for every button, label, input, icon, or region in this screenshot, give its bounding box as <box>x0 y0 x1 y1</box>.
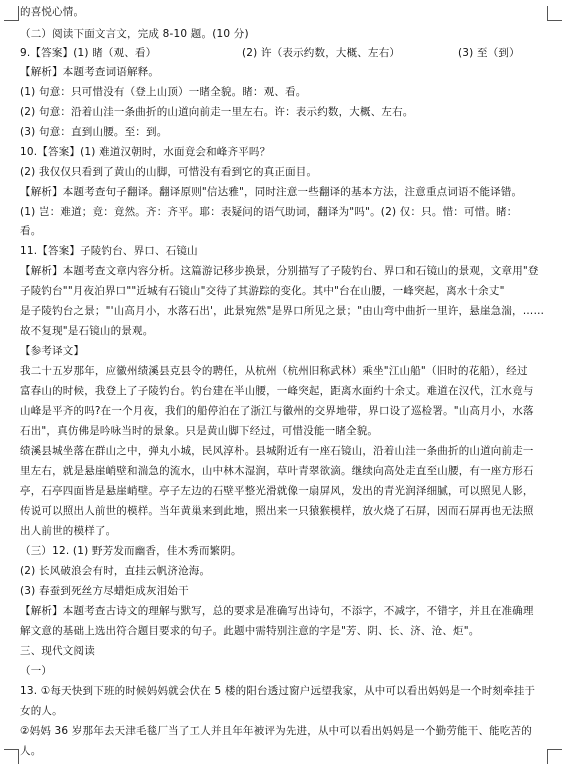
crop-mark-bottom-left <box>4 749 19 764</box>
text-line: 【解析】本题考查文章内容分析。这篇游记移步换景，分别描写了子陵钓台、界口和石镜山的景观，文章用"登 <box>20 265 539 277</box>
text-line: (2) 我仅仅只看到了黄山的山脚，可惜没有看到它的真正面目。 <box>20 166 318 178</box>
crop-mark-top-left <box>4 6 19 21</box>
crop-mark-top-right <box>547 6 562 21</box>
section-heading: （二）阅读下面文言文，完成 8-10 题。(10 分) <box>20 28 249 40</box>
answer-row-9 <box>20 47 546 59</box>
text-line: 解文意的基础上选出符合题目要求的句子。此题中需特别注意的字是"芳、阴、长、济、沧、炬"。 <box>20 625 480 637</box>
text-line: (1) 句意：只可惜没有（登上山顶）一睹全貌。睹：观、看。 <box>20 86 307 98</box>
text-line: 传说可以照出人前世的模样。当年黄巢来到此地，照出来一只猿猴模样，放火烧了石屏，因而石屏再也无法照 <box>20 505 534 517</box>
text-line: （三）12. (1) 野芳发而幽香，佳木秀而繁阴。 <box>20 545 242 557</box>
text-line: 11.【答案】子陵钓台、界口、石镜山 <box>20 245 198 257</box>
text-line: 子陵钓台""月夜泊界口""近城有石镜山"交待了其游踪的变化。其中"台在山腰，一峰突起，离水十余丈" <box>20 285 505 297</box>
text-line: 出人前世的模样了。 <box>20 525 117 537</box>
text-line: 【参考译文】 <box>20 345 85 357</box>
text-line: 女的人。 <box>20 705 63 717</box>
text-line: 【解析】本题考查词语解释。 <box>20 66 160 78</box>
section-heading: （一） <box>20 665 53 677</box>
text-line: 我二十五岁那年，应徽州绩溪县克县令的聘任，从杭州（杭州旧称武林）乘坐"江山船"（旧时的花船），经过 <box>20 365 528 377</box>
document-body <box>20 0 546 757</box>
text-line: 13. ①每天快到下班的时候妈妈就会伏在 5 楼的阳台透过窗户远望我家，从中可以看出妈妈是一个时刻牵挂于 <box>20 685 536 697</box>
text-line: 【解析】本题考查古诗文的理解与默写，总的要求是准确写出诗句，不添字，不减字，不错字，并且在准确理 <box>20 605 534 617</box>
answer-item: (3) 至（到） <box>458 47 520 59</box>
text-line: 人。 <box>20 745 42 757</box>
text-line: 故不复现"是石镜山的景观。 <box>20 325 154 337</box>
text-line: (2) 句意：沿着山洼一条曲折的山道向前走一里左右。许：表示约数，大概、左右。 <box>20 106 414 118</box>
text-line: (1) 岂：难道；竟：竟然。齐：齐平。耶：表疑问的语气助词，翻译为"吗"。(2) 仅：只。惜：可惜。睹： <box>20 206 518 218</box>
text-line: 山峰是平齐的吗?在一个月夜，我们的船停泊在了浙江与徽州的交界地带，界口设了巡检署。"山高月小，水落 <box>20 405 534 417</box>
text-line: ②妈妈 36 岁那年去天津毛毯厂当了工人并且年年被评为先进，从中可以看出妈妈是一个勤劳能干、能吃苦的 <box>20 725 532 737</box>
text-line: 看。 <box>20 225 42 237</box>
text-line: 【解析】本题考查句子翻译。翻译原则"信达雅"，同时注意一些翻译的基本方法，注意重点词语不能译错。 <box>20 186 523 198</box>
answer-item: 9.【答案】(1) 睹（观、看） <box>20 47 157 59</box>
text-line: 亭，石亭四面皆是悬崖峭壁。亭子左边的石壁平整光滑就像一扇屏风，发出的青光润泽细腻，可以照见人影， <box>20 485 534 497</box>
crop-mark-bottom-right <box>547 749 562 764</box>
section-heading: 三、现代文阅读 <box>20 645 95 657</box>
text-line: 10.【答案】(1) 难道汉朝时，水面竟会和峰齐平吗？ <box>20 146 271 158</box>
text-line: 里左右，就是悬崖峭壁和湍急的流水，山中林木湿润，草叶青翠欲滴。继续向高处走直至山腰，有一座方形石 <box>20 465 534 477</box>
text-line: 富春山的时候，我登上了子陵钓台。钓台建在半山腰，一峰突起，距离水面约十余丈。难道在汉代，江水竟与 <box>20 385 534 397</box>
text-line: 石出"，真仿佛是吟咏当时的景象。只是黄山脚下经过，可惜没能一睹全貌。 <box>20 425 379 437</box>
text-line: 绩溪县城坐落在群山之中，弹丸小城，民风淳朴。县城附近有一座石镜山，沿着山洼一条曲折的山道向前走一 <box>20 445 534 457</box>
text-line: (3) 春蚕到死丝方尽蜡炬成灰泪始干 <box>20 585 189 597</box>
answer-item: (2) 许（表示约数，大概、左右） <box>242 47 401 59</box>
text-line: 的喜悦心情。 <box>20 6 85 18</box>
text-line: 是子陵钓台之景；"'山高月小，水落石出'，此景宛然"是界口所见之景；"由山弯中曲折一里许，悬崖急湍，…… <box>20 305 545 317</box>
text-line: (3) 句意：直到山腰。至：到。 <box>20 126 168 138</box>
text-line: (2) 长风破浪会有时，直挂云帆济沧海。 <box>20 565 211 577</box>
